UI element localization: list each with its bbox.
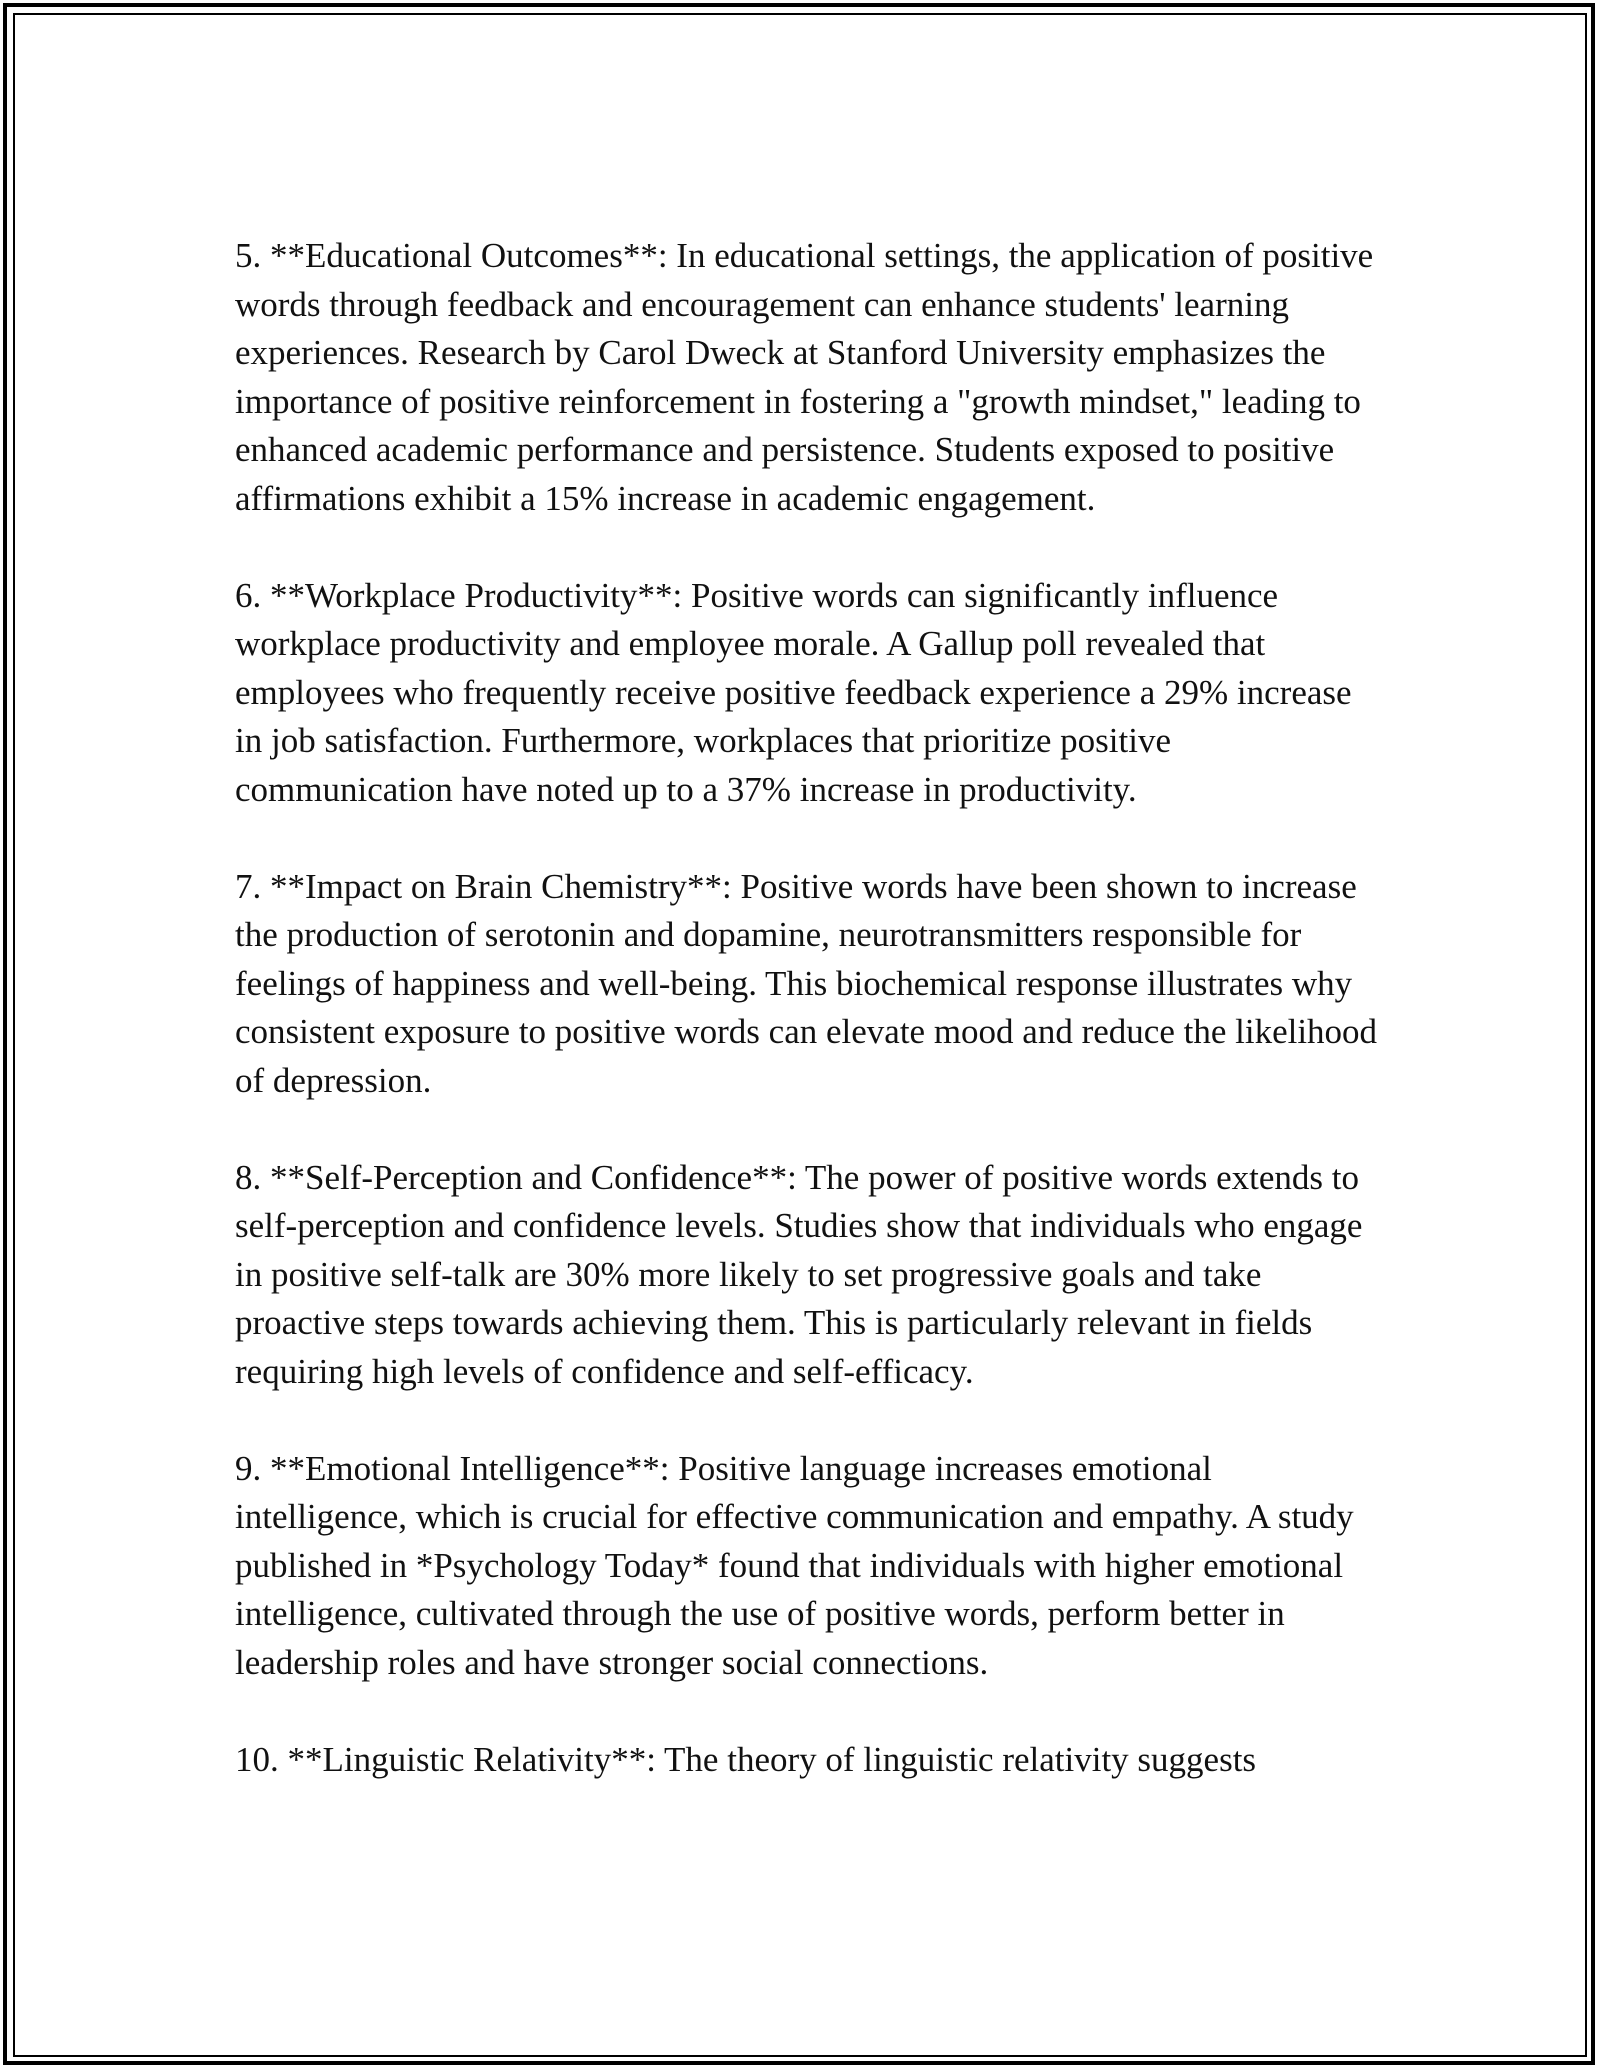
paragraph-linguistic-relativity: 10. **Linguistic Relativity**: The theory of linguistic relativity suggests	[235, 1739, 1257, 1779]
document-body	[235, 232, 1385, 1784]
paragraph-brain-chemistry: 7. **Impact on Brain Chemistry**: Positive words have been shown to increase the production of serotonin and dopamine, neurotransmitters responsible for feelings of happiness and well-being. This biochemical response illustrates why consistent exposure to positive words can elevate mood and reduce the likelihood of depression.	[235, 866, 1378, 1100]
paragraph-self-perception: 8. **Self-Perception and Confidence**: The power of positive words extends to self-perception and confidence levels. Studies show that individuals who engage in positive self-talk are 30% more likely to set progressive goals and take proactive steps towards achieving them. This is particularly relevant in fields requiring high levels of confidence and self-efficacy.	[235, 1157, 1363, 1391]
paragraph-workplace-productivity: 6. **Workplace Productivity**: Positive words can significantly influence workplace productivity and employee morale. A Gallup poll revealed that employees who frequently receive positive feedback experience a 29% increase in job satisfaction. Furthermore, workplaces that prioritize positive communication have noted up to a 37% increase in productivity.	[235, 575, 1352, 809]
paragraph-educational-outcomes: 5. **Educational Outcomes**: In educational settings, the application of positive words through feedback and encouragement can enhance students' learning experiences. Research by Carol Dweck at Stanford University emphasizes the importance of positive reinforcement in fostering a "growth mindset," leading to enhanced academic performance and persistence. Students exposed to positive affirmations exhibit a 15% increase in academic engagement.	[235, 236, 1374, 518]
paragraph-emotional-intelligence: 9. **Emotional Intelligence**: Positive language increases emotional intelligence, which is crucial for effective communication and empathy. A study published in *Psychology Today* found that individuals with higher emotional intelligence, cultivated through the use of positive words, perform better in leadership roles and have stronger social connections.	[235, 1448, 1354, 1682]
